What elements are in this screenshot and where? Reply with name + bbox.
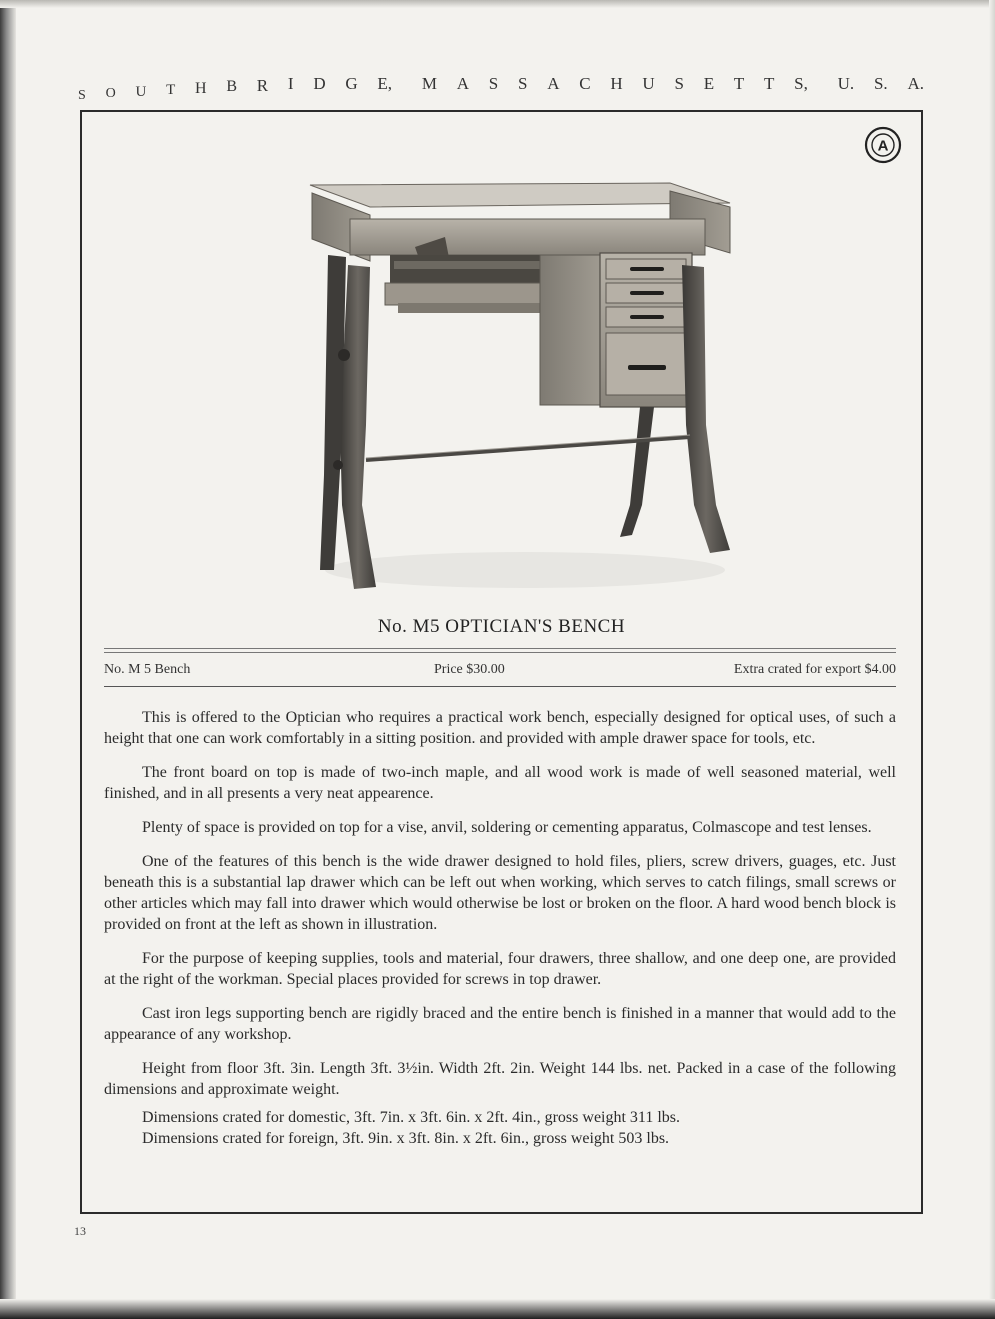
paragraph: Plenty of space is provided on top for a vise, anvil, soldering or cementing apparatus, Colmascope and test lenses. — [142, 819, 872, 836]
header-letter: A. — [907, 74, 924, 93]
drawer-handle-icon — [630, 315, 664, 319]
header-letter: B — [226, 78, 237, 95]
price: Price $30.00 — [434, 662, 505, 677]
header-letter: S — [674, 74, 684, 93]
drawer-deep — [606, 333, 686, 395]
header-letter: A — [456, 74, 469, 93]
header-letter: E, — [377, 74, 393, 93]
page-bottom-edge-shadow — [0, 1299, 995, 1319]
paragraph: This is offered to the Optician who requires a practical work bench, especially designed for optical uses, of such a height that one can work comfortably in a sitting position. and provided with ample drawer space for tools, etc. — [104, 709, 896, 747]
header-letter: M — [421, 74, 437, 93]
header-letter: G — [345, 74, 358, 93]
header-letter: S. — [873, 74, 888, 93]
rule-below-price — [104, 686, 896, 687]
price-row — [104, 662, 896, 684]
header-letter: T — [166, 82, 176, 98]
export-price: Extra crated for export $4.00 — [733, 662, 896, 677]
page-left-edge-shadow — [0, 0, 16, 1319]
header-letter: S — [517, 74, 528, 93]
header-letter: T — [764, 74, 775, 93]
page-top-edge-shadow — [0, 0, 995, 8]
dimensions-foreign: Dimensions crated for foreign, 3ft. 9in. x 3ft. 8in. x 2ft. 6in., gross weight 503 lbs. — [142, 1130, 670, 1147]
drawer-handle-icon — [628, 365, 666, 370]
left-front-leg — [340, 265, 376, 589]
header-letter: T — [733, 74, 745, 93]
rule-above-price — [104, 648, 896, 653]
paragraph: Height from floor 3ft. 3in. Length 3ft. 3½in. Width 2ft. 2in. Weight 144 lbs. net. Packed in a case of the following dimensions and approximate weight. — [104, 1060, 896, 1098]
paragraph: The front board on top is made of two-inch maple, and all wood work is made of well seasoned material, well finished, and in all presents a very neat appearence. — [104, 764, 896, 802]
header-letter: E — [703, 74, 715, 93]
header-letter: H — [195, 80, 207, 97]
drawer-cabinet-side — [540, 255, 605, 405]
figure-caption: No. M5 OPTICIAN'S BENCH — [377, 616, 626, 637]
logo-letter: A — [877, 137, 889, 155]
circle-a-trademark-icon — [864, 126, 902, 164]
drawer-handle-icon — [630, 267, 664, 271]
header-letter: O — [105, 86, 116, 101]
model-number: No. M 5 Bench — [104, 662, 191, 677]
dimensions-domestic: Dimensions crated for domestic, 3ft. 7in. x 3ft. 6in. x 2ft. 4in., gross weight 311 lbs. — [142, 1109, 681, 1126]
header-letter: H — [610, 74, 623, 93]
header-letter: S — [488, 74, 499, 93]
header-letter: C — [579, 74, 591, 93]
header-letter: I — [287, 74, 294, 93]
description-text — [104, 707, 896, 1149]
right-rear-leg — [620, 407, 654, 537]
bench-top — [310, 183, 730, 207]
leg-bolt — [333, 460, 343, 470]
running-header — [78, 74, 924, 106]
left-rear-leg — [320, 255, 346, 570]
header-letter: U — [135, 84, 147, 100]
right-front-leg — [682, 265, 730, 553]
floor-shadow — [325, 552, 725, 588]
front-board — [350, 219, 705, 255]
header-letter: R — [256, 76, 269, 95]
opticians-bench-illustration — [290, 175, 740, 600]
page-number: 13 — [74, 1224, 86, 1238]
leg-bolt — [338, 349, 350, 361]
header-letter: U — [642, 74, 655, 93]
header-letter: S — [78, 88, 86, 103]
header-letter: A — [547, 74, 560, 93]
paragraph: One of the features of this bench is the wide drawer designed to hold files, pliers, screw drivers, guages, etc. Just beneath this is a substantial lap drawer which can be left out when working, which serves to catch filings, small screws or other articles which may fall into drawer which would otherwise be lost or broken on the floor. A hard wood bench block is provided on front at the left as shown in illustration. — [104, 853, 896, 933]
header-letter: D — [313, 74, 326, 93]
paragraph: Cast iron legs supporting bench are rigidly braced and the entire bench is finished in a manner that would add to the appearance of any workshop. — [104, 1005, 896, 1043]
page-right-edge-shadow — [989, 0, 995, 1319]
header-letter: S, — [794, 74, 808, 93]
header-letter: U. — [837, 74, 855, 93]
drawer-handle-icon — [630, 291, 664, 295]
paragraph: For the purpose of keeping supplies, tools and material, four drawers, three shallow, and one deep one, are provided at the right of the workman. Special places provided for screws in top drawer. — [104, 950, 896, 988]
